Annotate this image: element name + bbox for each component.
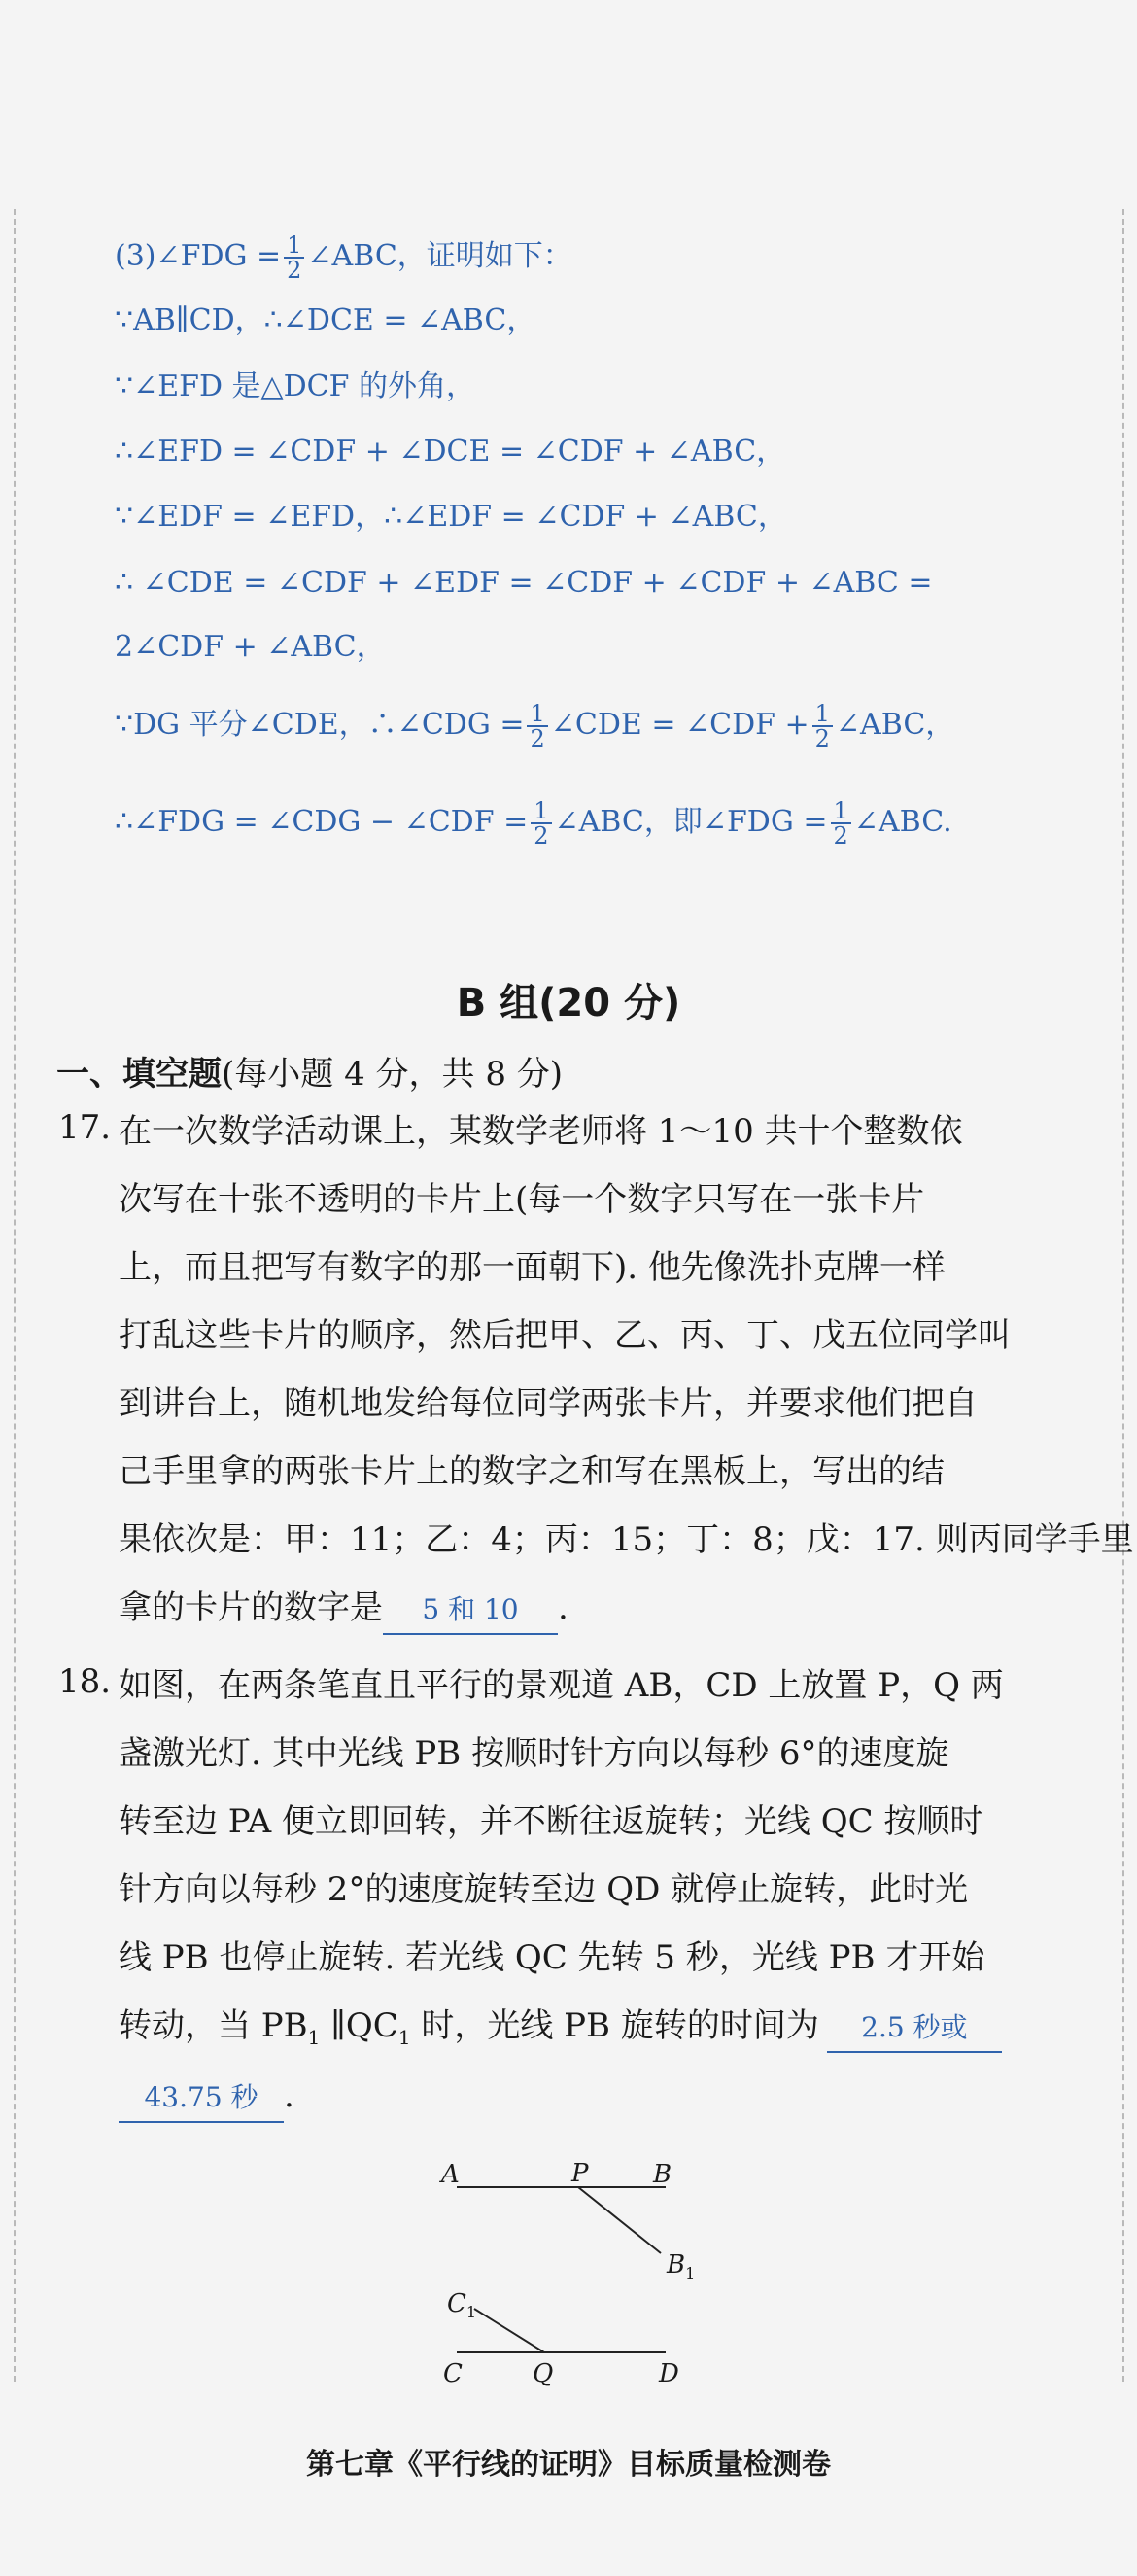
q17-line: 次写在十张不透明的卡片上(每一个数字只写在一张卡片 xyxy=(119,1180,925,1219)
label-c: C xyxy=(443,2359,463,2388)
q18-line: 线 PB 也停止旋转. 若光线 QC 先转 5 秒，光线 PB 才开始 xyxy=(119,1938,985,1977)
label-p: P xyxy=(571,2159,589,2188)
proof-line-5: ∵∠EDF = ∠EFD，∴∠EDF = ∠CDF + ∠ABC， xyxy=(115,500,787,534)
proof-line-8: ∵DG 平分∠CDE，∴∠CDG = $\frac{1}{2}$ ∠CDE = ∠CDF + $\frac{1}{2}$ ∠ABC， xyxy=(115,700,955,752)
right-cut-line xyxy=(1122,209,1124,2382)
q18-line: 针方向以每秒 2°的速度旋转至边 QD 就停止旋转，此时光 xyxy=(119,1870,969,1909)
q17-line: 己手里拿的两张卡片上的数字之和写在黑板上，写出的结 xyxy=(119,1452,945,1491)
proof-line-2: ∵AB∥CD，∴∠DCE = ∠ABC， xyxy=(115,303,536,337)
q17-last-line: 拿的卡片的数字是 5 和 10 . xyxy=(119,1584,568,1635)
ray-qc1 xyxy=(474,2309,544,2352)
label-b1: $B_1$ xyxy=(667,2250,696,2282)
label-d: D xyxy=(659,2359,679,2388)
q17-line: 到讲台上，随机地发给每位同学两张卡片，并要求他们把自 xyxy=(119,1384,978,1423)
ray-pb1 xyxy=(578,2187,661,2253)
fraction-half: $\frac{1}{2}$ xyxy=(284,233,304,282)
proof-line-4: ∴∠EFD = ∠CDF + ∠DCE = ∠CDF + ∠ABC， xyxy=(115,435,786,469)
question-18-number: 18. xyxy=(58,1662,112,1701)
fraction-half: $\frac{1}{2}$ xyxy=(531,799,551,848)
proof-line-9: ∴∠FDG = ∠CDG − ∠CDF = $\frac{1}{2}$ ∠ABC，即∠FDG = $\frac{1}{2}$ ∠ABC. xyxy=(115,797,952,850)
label-a: A xyxy=(441,2160,460,2189)
q18-line: 盏激光灯. 其中光线 PB 按顺时针方向以每秒 6°的速度旋 xyxy=(119,1734,949,1773)
q18-answer-blank-part1: 2.5 秒或 xyxy=(827,2004,1002,2053)
question-17-number: 17. xyxy=(58,1108,112,1147)
q18-answer-blank-part2: 43.75 秒 xyxy=(119,2074,284,2123)
label-c1: $C_1$ xyxy=(447,2289,477,2321)
q17-line: 果依次是：甲：11；乙：4；丙：15；丁：8；戊：17. 则丙同学手里 xyxy=(119,1520,1134,1559)
proof-line-7: 2∠CDF + ∠ABC， xyxy=(115,630,386,664)
fraction-half: $\frac{1}{2}$ xyxy=(527,702,547,750)
q17-answer-blank: 5 和 10 xyxy=(383,1586,558,1635)
q17-line: 在一次数学活动课上，某数学老师将 1～10 共十个整数依 xyxy=(119,1112,963,1151)
q18-line: 如图，在两条笔直且平行的景观道 AB，CD 上放置 P，Q 两 xyxy=(119,1666,1004,1705)
proof-line-6: ∴ ∠CDE = ∠CDF + ∠EDF = ∠CDF + ∠CDF + ∠ABC = xyxy=(115,566,933,600)
fraction-half: $\frac{1}{2}$ xyxy=(812,702,833,750)
left-cut-line xyxy=(14,209,16,2382)
label-q: Q xyxy=(533,2359,554,2388)
q17-line: 上，而且把写有数字的那一面朝下). 他先像洗扑克牌一样 xyxy=(119,1248,946,1287)
q17-line: 打乱这些卡片的顺序，然后把甲、乙、丙、丁、戊五位同学叫 xyxy=(119,1316,1011,1355)
q18-line-6: 转动，当 $PB_1$ $\parallel QC_1$ 时，光线 PB 旋转的时间为 2.5 秒或 xyxy=(119,2002,1002,2061)
q18-line-7: 43.75 秒 . xyxy=(119,2072,294,2123)
fraction-half: $\frac{1}{2}$ xyxy=(831,799,851,848)
page-footer: 第七章《平行线的证明》目标质量检测卷 xyxy=(306,2448,831,2482)
proof-line-3: ∵∠EFD 是△DCF 的外角， xyxy=(115,369,475,403)
q18-line: 转至边 PA 便立即回转，并不断往返旋转；光线 QC 按顺时 xyxy=(119,1802,983,1841)
parallel-lines-figure xyxy=(428,2148,739,2411)
section-title: B 组(20 分) xyxy=(456,981,681,1026)
proof-line-1: (3)∠FDG = $\frac{1}{2}$ ∠ABC，证明如下： xyxy=(115,231,572,284)
label-b: B xyxy=(653,2160,672,2189)
part-heading: 一、填空题(每小题 4 分，共 8 分) xyxy=(56,1055,564,1094)
